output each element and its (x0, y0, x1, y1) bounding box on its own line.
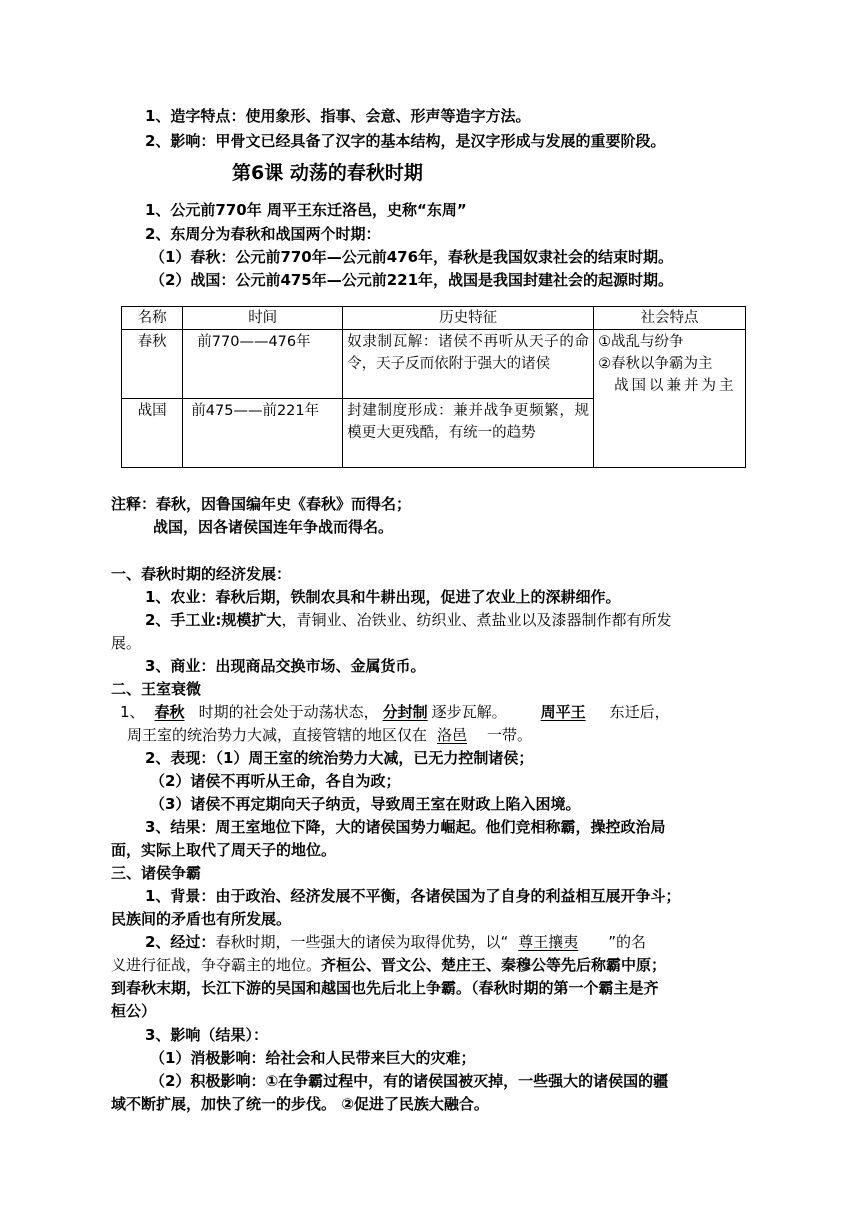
history-period-table (121, 306, 746, 468)
social-features-cell (594, 330, 746, 468)
result-line-2: 面，实际上取代了周天子的地位。 (111, 841, 337, 859)
lesson-title: 第6课 动荡的春秋时期 (232, 162, 423, 184)
process-line-3: 到春秋末期，长江下游的吴国和越国也先后北上争霸。（春秋时期的第一个霸主是齐 (111, 979, 659, 997)
section-2-heading: 二、王室衰微 (111, 680, 202, 698)
blank-luoyi: 洛邑 (437, 726, 468, 744)
intro-item-2: 2、影响：甲骨文已经具备了汉字的基本结构，是汉字形成与发展的重要阶段。 (145, 132, 666, 150)
table-header-row (122, 307, 746, 330)
result-line-1: 3、结果：周王室地位下降，大的诸侯国势力崛起。他们竞相称霸，操控政治局 (145, 818, 666, 836)
decline-text-4: 周王室的统治势力大减，直接管辖的地区仅在 (127, 726, 428, 744)
social-line-2: ②春秋以争霸为主 (598, 356, 713, 372)
blank-slogan: 尊王攘夷 (518, 933, 579, 951)
row-feature: 封建制度形成：兼并战争更频繁，规模更大更残酷，有统一的趋势 (343, 399, 594, 468)
background-line-2: 民族间的矛盾也有所发展。 (111, 910, 292, 928)
social-line-3: 战国以兼并为主 (614, 378, 737, 394)
decline-text-1: 时期的社会处于动荡状态， (198, 703, 379, 721)
header-social: 社会特点 (594, 307, 746, 330)
row-feature: 奴隶制瓦解：诸侯不再听从天子的命令，天子反而依附于强大的诸侯 (343, 330, 594, 399)
row-time: 前770——476年 (183, 330, 343, 399)
handicraft-label: 2、手工业:规模扩大 (145, 611, 282, 629)
decline-line-2 (127, 724, 532, 746)
handicraft-continued: 展。 (111, 634, 142, 652)
process-text-end: ”的名 (608, 933, 647, 951)
overview-item-2: 2、东周分为春秋和战国两个时期： (145, 225, 381, 243)
handicraft-item (145, 609, 671, 631)
decline-text-3: 东迁后， (609, 703, 670, 721)
commerce-item: 3、商业：出现商品交换市场、金属货币。 (145, 657, 426, 675)
overview-item-1: 1、公元前770年 周平王东迁洛邑，史称“东周” (145, 201, 467, 219)
overview-spring-autumn: （1）春秋：公元前770年—公元前476年，春秋是我国奴隶社会的结束时期。 (150, 248, 674, 266)
impact-heading: 3、影响（结果）： (145, 1026, 268, 1044)
decline-text-2: 逐步瓦解。 (431, 703, 507, 721)
process-text: 春秋时期，一些强大的诸侯为取得优势，以“ (215, 933, 509, 951)
process-label: 2、经过： (145, 933, 216, 951)
overview-warring-states: （2）战国：公元前475年—公元前221年，战国是我国封建社会的起源时期。 (150, 271, 674, 289)
section-3-heading: 三、诸侯争霸 (111, 864, 202, 882)
process-line-4: 桓公） (111, 1002, 157, 1020)
background-line-1: 1、背景：由于政治、经济发展不平衡，各诸侯国为了自身的利益相互展开争斗； (145, 887, 681, 905)
header-feature: 历史特征 (343, 307, 594, 330)
process-text-2: 义进行征战，争夺霸主的地位。 (111, 956, 322, 974)
handicraft-detail: ，青铜业、冶铁业、纺织业、煮盐业以及漆器制作都有所发 (281, 611, 672, 629)
agriculture-item: 1、农业：春秋后期，铁制农具和牛耕出现，促进了农业上的深耕细作。 (145, 588, 621, 606)
process-line-2 (111, 954, 666, 976)
header-name: 名称 (122, 307, 183, 330)
process-hegemons: 齐桓公、晋文公、楚庄王、秦穆公等先后称霸中原； (321, 956, 667, 974)
manifestation-3: （3）诸侯不再定期向天子纳贡，导致周王室在财政上陷入困境。 (150, 795, 581, 813)
manifestation-2: （2）诸侯不再听从王命，各自为政； (150, 772, 401, 790)
row-name: 春秋 (122, 330, 183, 399)
impact-positive-2: 域不断扩展，加快了统一的步伐。 ②促进了民族大融合。 (111, 1095, 489, 1113)
note-line-1: 注释：春秋，因鲁国编年史《春秋》而得名； (111, 495, 412, 513)
intro-item-1: 1、造字特点：使用象形、指事、会意、形声等造字方法。 (145, 107, 531, 125)
note-line-2: 战国，因各诸侯国连年争战而得名。 (153, 518, 394, 536)
impact-negative: （1）消极影响：给社会和人民带来巨大的灾难； (150, 1049, 476, 1067)
blank-feudal-system: 分封制 (382, 703, 428, 721)
decline-text-5: 一带。 (487, 726, 533, 744)
row-time: 前475——前221年 (183, 399, 343, 468)
decline-line-1 (120, 701, 670, 723)
decline-number: 1、 (120, 703, 145, 721)
row-name: 战国 (122, 399, 183, 468)
section-1-heading: 一、春秋时期的经济发展： (111, 565, 292, 583)
process-line-1 (145, 931, 646, 953)
table-row (122, 330, 746, 399)
blank-king-ping: 周平王 (540, 703, 586, 721)
impact-positive-1: （2）积极影响：①在争霸过程中，有的诸侯国被灭掉，一些强大的诸侯国的疆 (150, 1072, 669, 1090)
manifestation-1: 2、表现：（1）周王室的统治势力大减，已无力控制诸侯； (145, 749, 534, 767)
blank-spring-autumn: 春秋 (154, 703, 185, 721)
social-line-1: ①战乱与纷争 (598, 334, 684, 350)
header-time: 时间 (183, 307, 343, 330)
